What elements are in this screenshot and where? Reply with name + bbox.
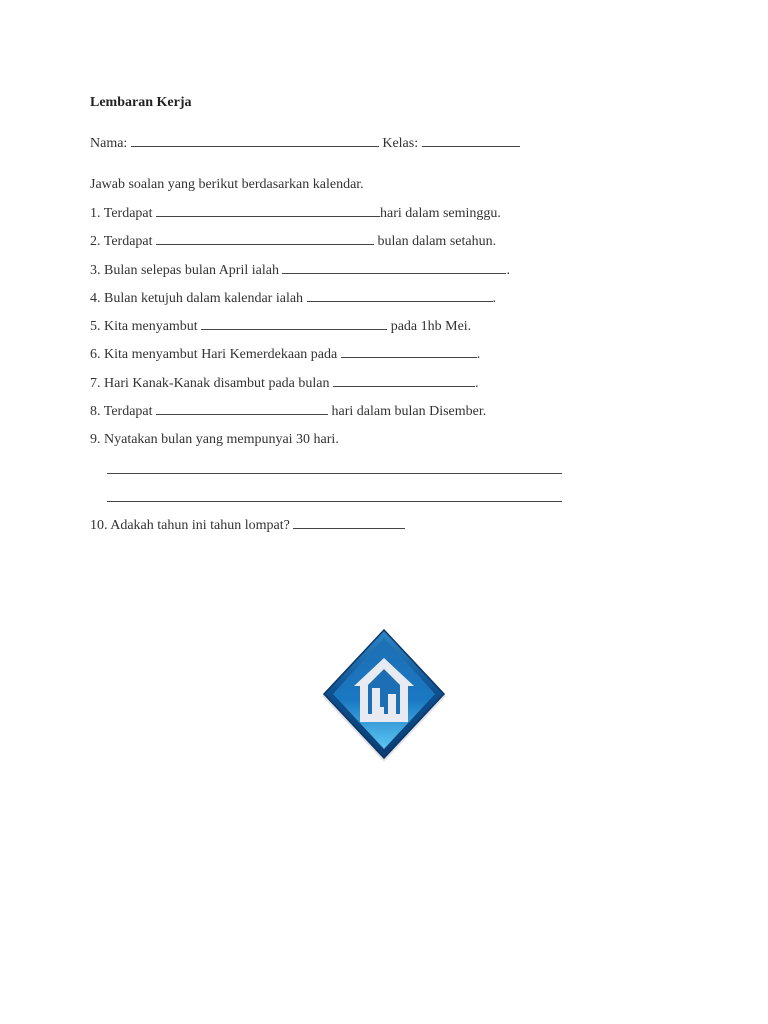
- answer-blank[interactable]: [293, 516, 405, 529]
- question-9: 9. Nyatakan bulan yang mempunyai 30 hari.: [90, 432, 339, 447]
- question-text: hari dalam bulan Disember.: [331, 404, 487, 419]
- answer-blank[interactable]: [307, 289, 493, 302]
- question-4: [90, 289, 496, 308]
- question-text: 8. Terdapat: [90, 404, 153, 419]
- home-diamond-icon: [318, 628, 450, 766]
- name-blank[interactable]: [131, 134, 379, 147]
- name-class-row: [90, 134, 520, 153]
- question-text: .: [506, 263, 510, 278]
- home-diamond-svg: [318, 628, 450, 766]
- question-1: [90, 204, 501, 223]
- name-label: Nama:: [90, 136, 128, 151]
- instruction-text: Jawab soalan yang berikut berdasarkan kalendar.: [90, 177, 364, 192]
- answer-line[interactable]: [107, 501, 562, 502]
- class-blank[interactable]: [422, 134, 520, 147]
- question-text: .: [476, 347, 481, 362]
- answer-line[interactable]: [107, 473, 562, 474]
- question-text: 1. Terdapat: [90, 206, 153, 221]
- question-8: [90, 402, 486, 421]
- question-text: 3. Bulan selepas bulan April ialah: [90, 263, 279, 278]
- question-text: 6. Kita menyambut Hari Kemerdekaan pada: [90, 347, 338, 362]
- class-label: Kelas:: [382, 136, 419, 151]
- question-2: [90, 232, 496, 251]
- answer-blank[interactable]: [282, 261, 506, 274]
- question-text: pada 1hb Mei.: [390, 319, 472, 334]
- question-text: .: [492, 291, 497, 306]
- question-6: [90, 345, 480, 364]
- answer-blank[interactable]: [333, 374, 475, 387]
- question-text: 4. Bulan ketujuh dalam kalendar ialah: [90, 291, 304, 306]
- question-text: 10. Adakah tahun ini tahun lompat?: [90, 518, 290, 533]
- question-text: 2. Terdapat: [90, 234, 153, 249]
- question-10: [90, 516, 405, 535]
- question-text: bulan dalam setahun.: [377, 234, 497, 249]
- question-text: 7. Hari Kanak-Kanak disambut pada bulan: [90, 376, 330, 391]
- question-7: [90, 374, 478, 393]
- worksheet-title: Lembaran Kerja: [90, 95, 192, 110]
- question-text: hari dalam seminggu.: [380, 206, 501, 221]
- answer-blank[interactable]: [156, 232, 374, 245]
- answer-blank[interactable]: [201, 317, 387, 330]
- question-3: [90, 261, 510, 280]
- question-5: [90, 317, 471, 336]
- answer-blank[interactable]: [156, 402, 328, 415]
- answer-blank[interactable]: [341, 345, 477, 358]
- answer-blank[interactable]: [156, 204, 380, 217]
- question-text: 5. Kita menyambut: [90, 319, 198, 334]
- question-text: .: [474, 376, 479, 391]
